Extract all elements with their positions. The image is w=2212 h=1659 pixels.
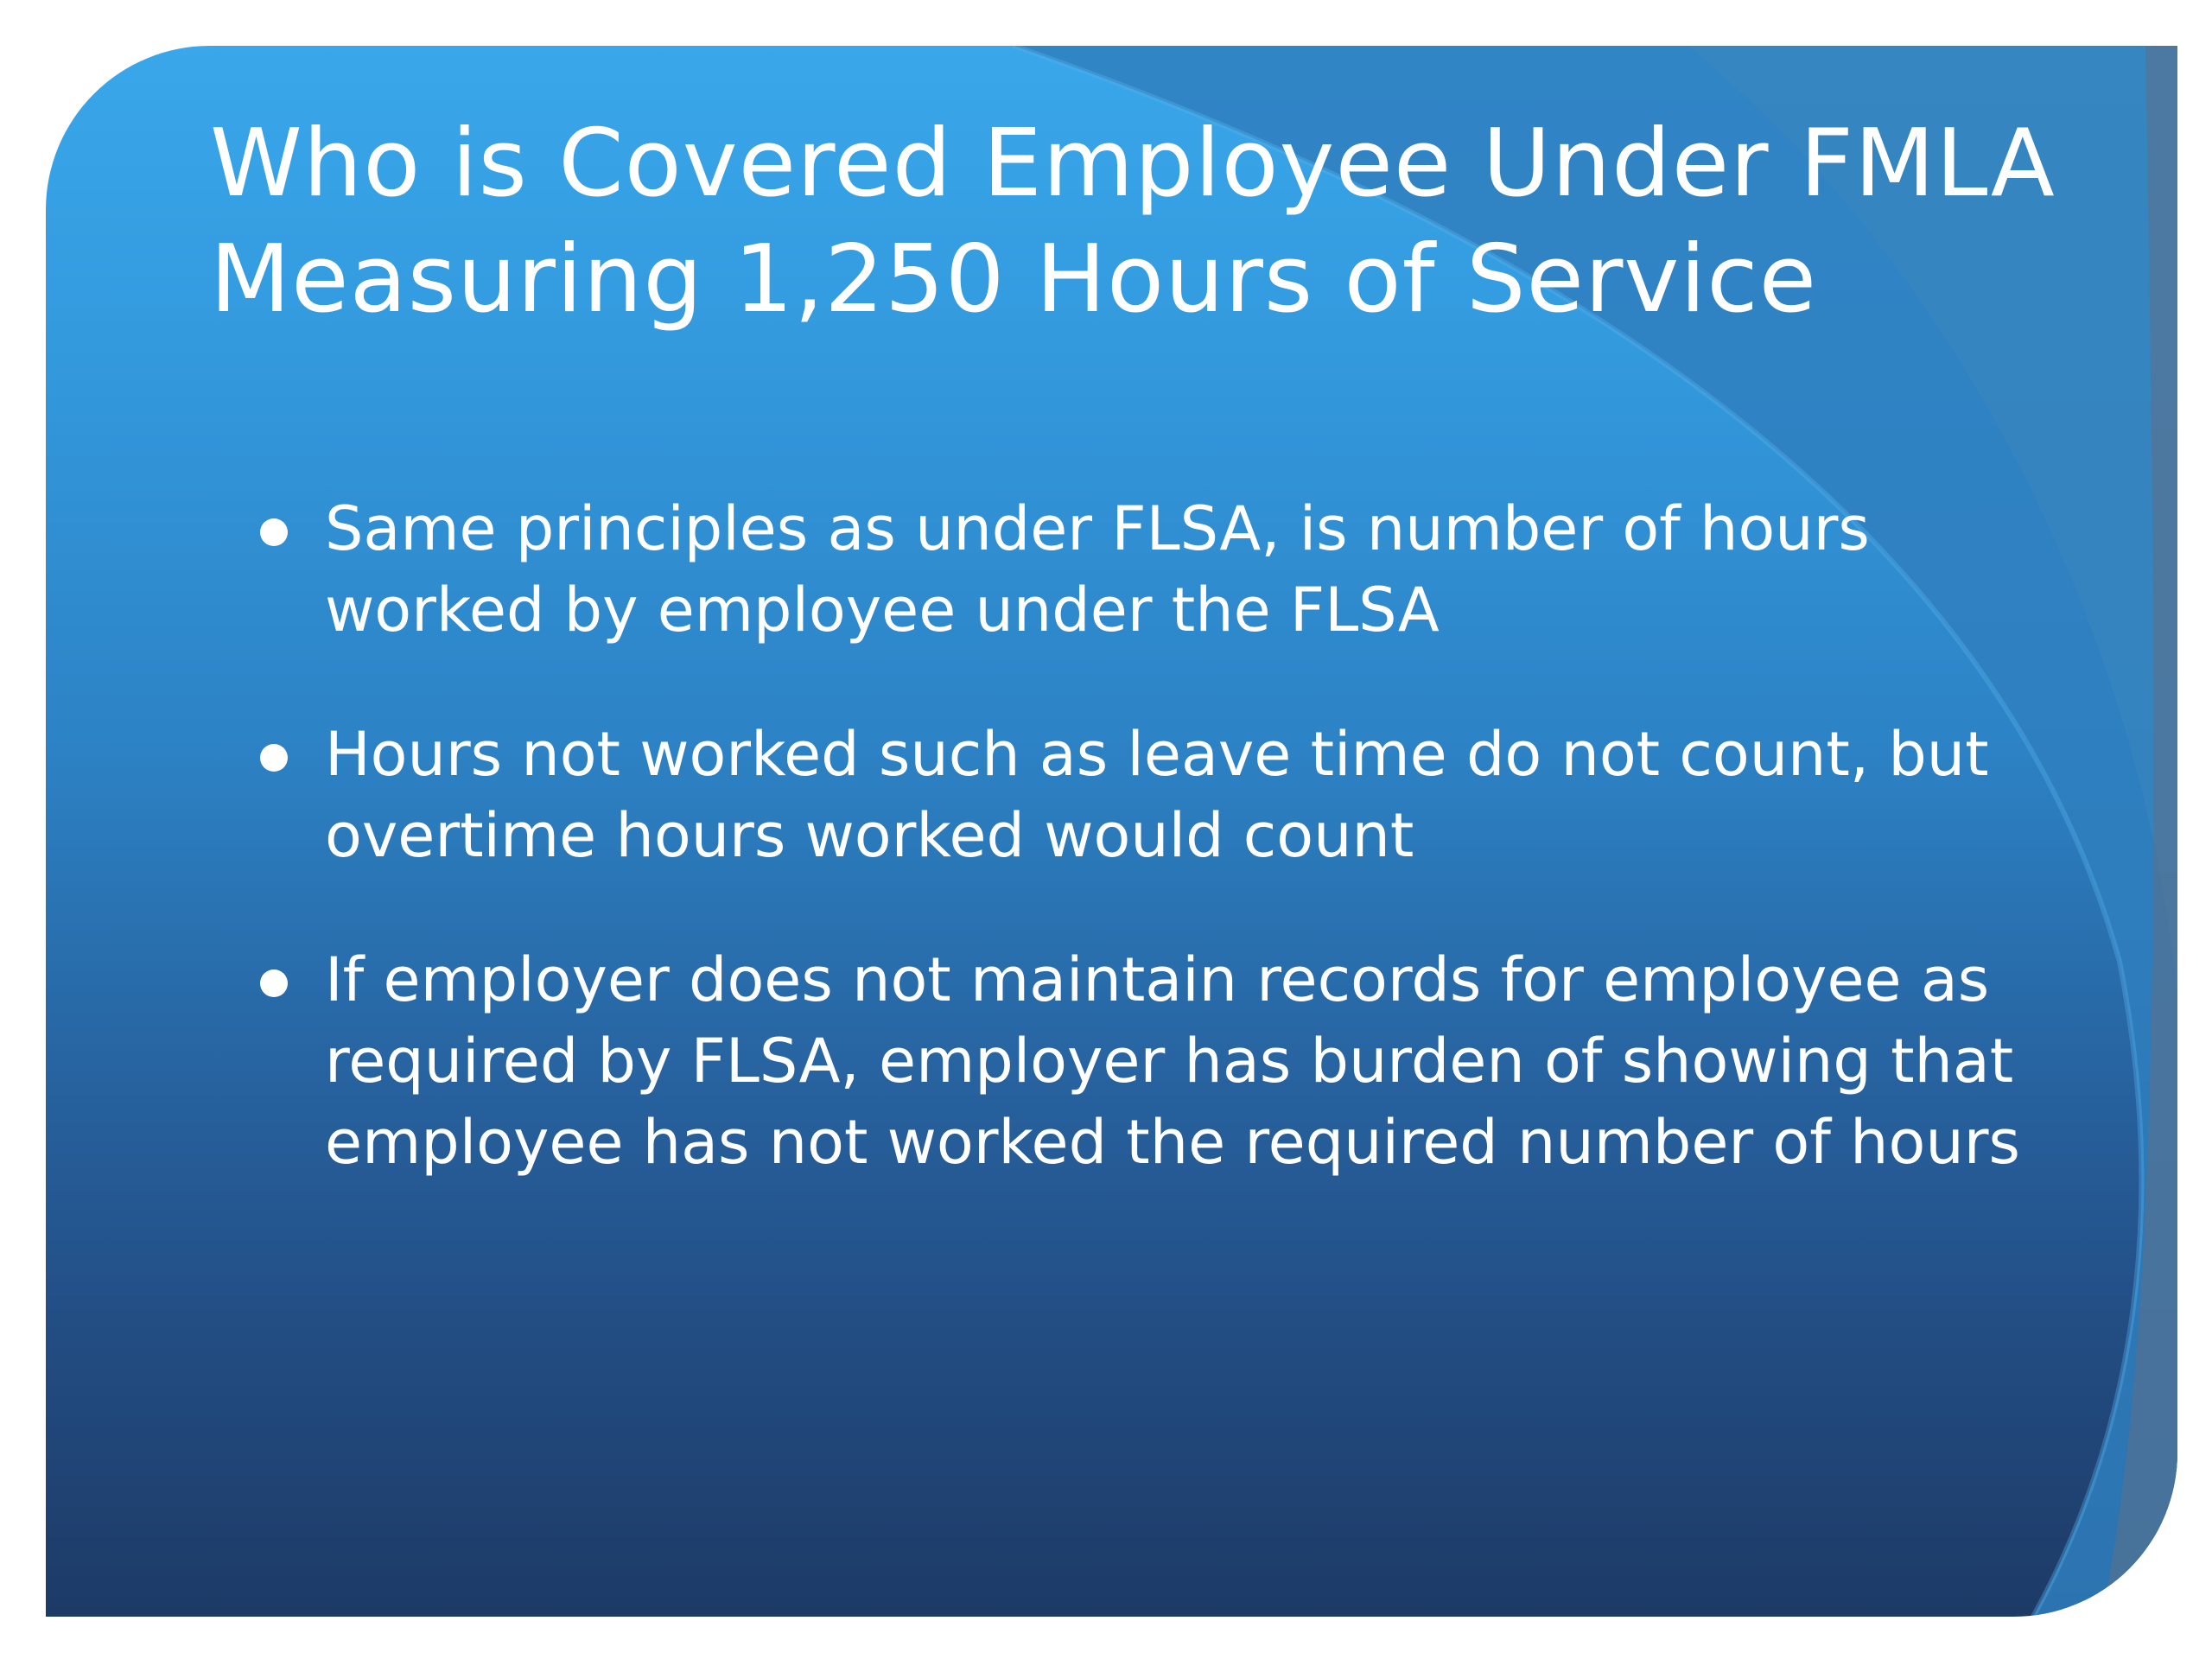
bullet-item (210, 714, 2068, 876)
bullet-text: Same principles as under FLSA, is number of hours worked by employee under the FLSA (325, 493, 1870, 645)
bullet-item (210, 939, 2068, 1183)
title-line-1: Who is Covered Employee Under FMLA (210, 110, 2056, 218)
bullet-text: If employer does not maintain records for employee as required by FLSA, employer has burden of showing that employee has not worked the required number of hours (325, 944, 2020, 1178)
slide (46, 46, 2177, 1617)
slide-title (210, 106, 2068, 338)
bullet-dot-icon (260, 518, 288, 546)
bullet-list (210, 488, 2068, 1246)
bullet-item (210, 488, 2068, 651)
bullet-text: Hours not worked such as leave time do not count, but overtime hours worked would count (325, 719, 1989, 871)
title-line-2: Measuring 1,250 Hours of Service (210, 226, 1818, 334)
bullet-dot-icon (260, 969, 288, 997)
bullet-dot-icon (260, 744, 288, 772)
